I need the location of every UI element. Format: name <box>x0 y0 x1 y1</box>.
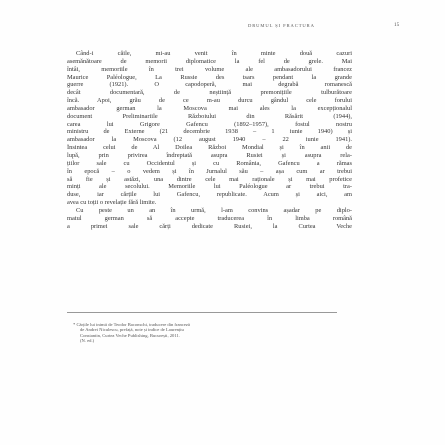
body-line: carea lui Grigore Gafencu (1892–1957), fostul nostru <box>67 120 352 128</box>
body-line: să fie și astăzi, una dintre cele mai raționale și mai profetice <box>67 175 352 183</box>
body-line: guerre (1921). O capodoperă, mai degrabă romanescă <box>67 81 352 89</box>
body-line: lupă, prin privirea îndreptată asupra Rusiei și asupra rela- <box>67 151 352 159</box>
body-line: asemănătoare de memorii diplomatice la fel de grele. Mai <box>67 57 352 65</box>
body-line: document Preliminariile Războiului din Răsărit (1944), <box>67 112 352 120</box>
body-line: avea cu toții o revelație fără limite. <box>67 199 157 207</box>
footnote-divider <box>67 312 337 313</box>
footnote-line: de Andrei Niculescu, prefață, note și indice de Laurențiu <box>80 327 184 333</box>
body-text <box>67 50 352 230</box>
body-line: ministru de Externe (21 decembrie 1938 – 1 iunie 1940) și <box>67 128 352 136</box>
body-line: întâi, memoriile în trei volume ale ambasadorului francez <box>67 65 352 73</box>
body-line: duse, iar cărțile lui Gafencu, republicate. Acum și aici, am <box>67 191 352 199</box>
footnote-line: Constantin, Curtea Veche Publishing, București, 2011. <box>80 332 180 338</box>
footnote <box>67 322 337 344</box>
body-line: țiilor sale cu Occidentul și cu România, Gafencu a rămas <box>67 159 352 167</box>
body-line: Însintea celui de Al Doilea Război Mondial și în anii de <box>67 144 352 152</box>
body-line: matul german să accepte traducerea în limba română <box>67 214 352 222</box>
body-line: decât documentară, de neștiință premonițiile tulburătoare <box>67 89 352 97</box>
body-line: ambasador german la Moscova mai ales la excepționalul <box>67 104 352 112</box>
body-line: Cu peste un an în urmă, l-am convins așadar pe diplo- <box>76 206 352 214</box>
running-head: DRUMUL ȘI FRACTURA <box>248 23 315 28</box>
body-line: a primei sale cărți dedicate Rusiei, la Curtea Veche <box>67 222 352 230</box>
footnote-line: * Cărțile lui inimii de Teodor Baconschi, traducere din franceză <box>73 322 190 327</box>
body-line: ambasador la Moscova (12 august 1940 – 22 iunie 1941). <box>67 136 352 144</box>
body-line: în epocă – o vedem și în Jurnalul său – așa cum ar trebui <box>67 167 352 175</box>
body-line: încă. Apoi, grău de ce m-au durcu gândul cele forului <box>67 97 352 105</box>
body-line: Maurice Paléologue, La Russie des tsars pendant la grande <box>67 73 352 81</box>
page-number: 15 <box>394 22 400 28</box>
body-line: minți ale secolului. Memoriile lui Paléologue ar trebui tra- <box>67 183 352 191</box>
body-line: Când-i căile, mi-au venit în minte două cazuri <box>76 50 352 57</box>
footnote-line: (N. ed.) <box>80 338 95 344</box>
